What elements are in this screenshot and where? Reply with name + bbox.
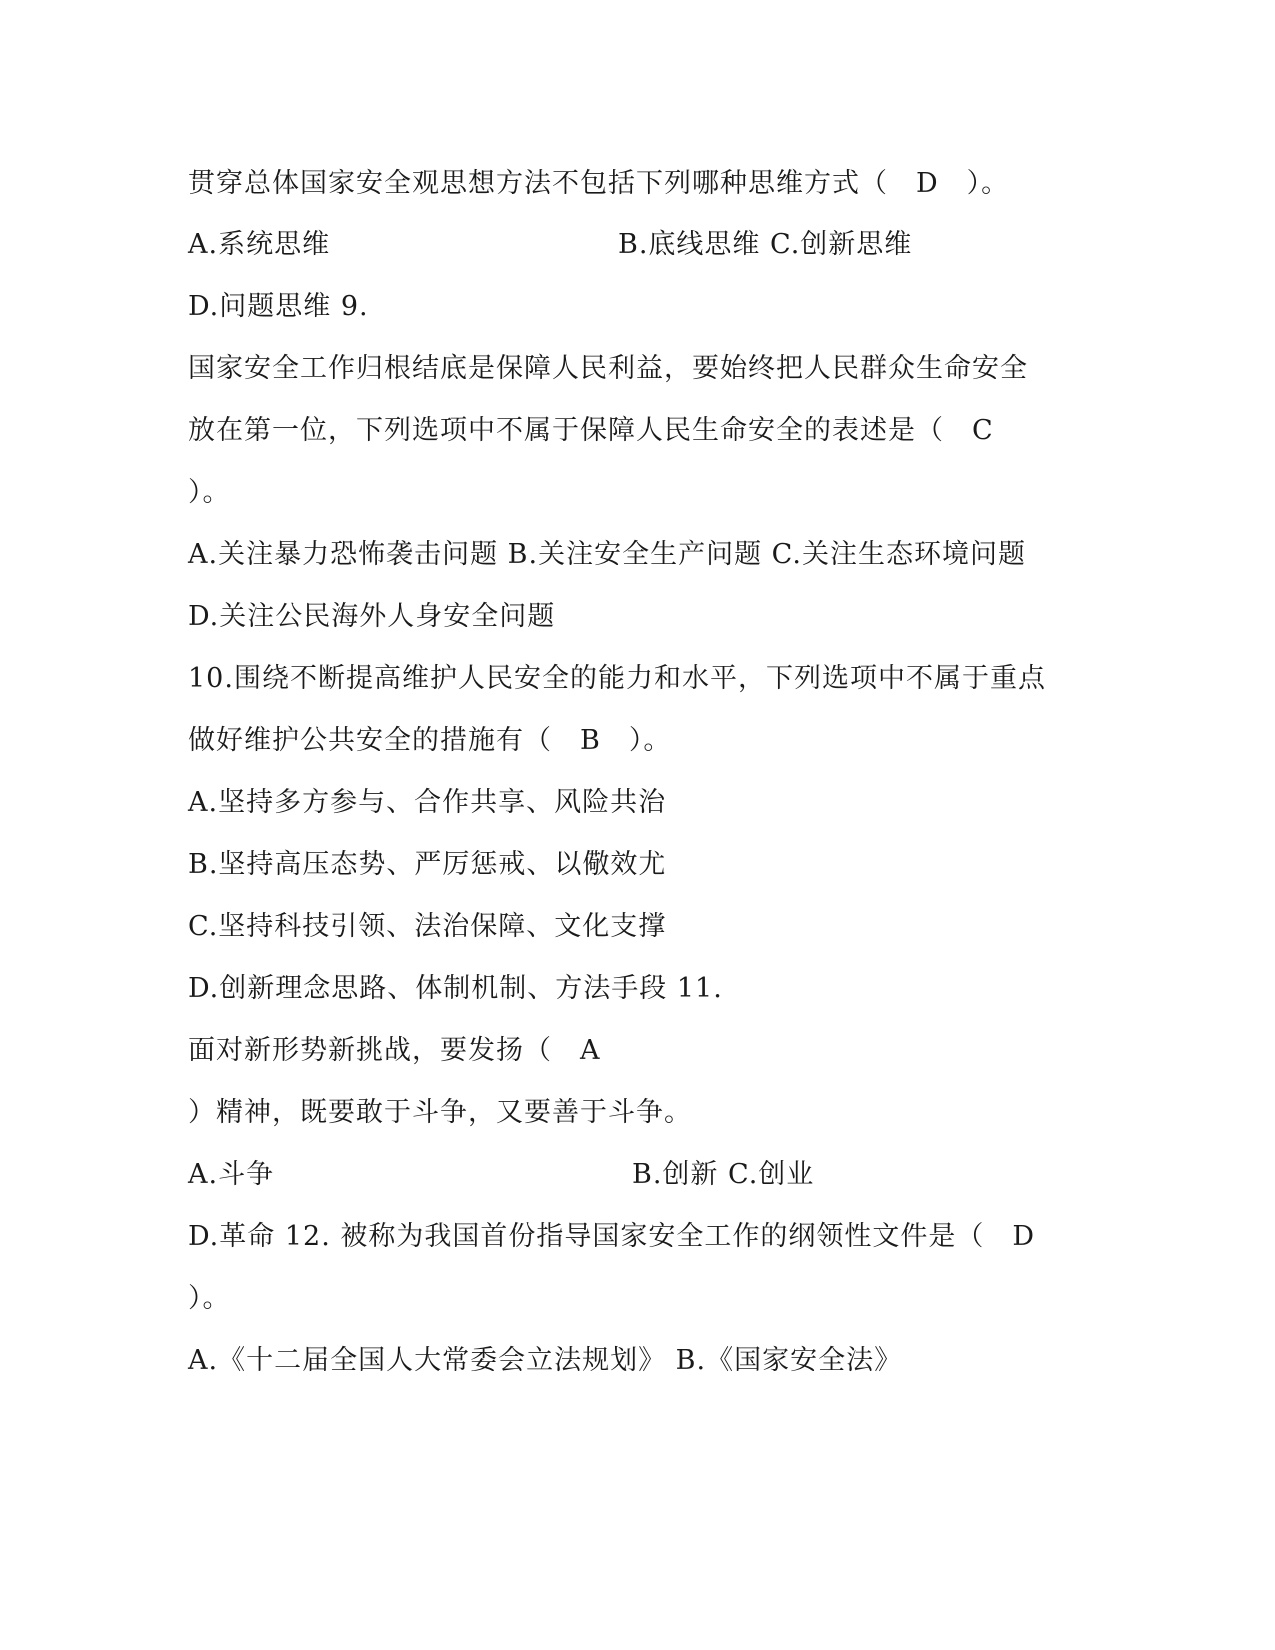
question-11-options-b-c: B.创新 C.创业 xyxy=(632,1159,815,1190)
question-10-option-b: B.坚持高压态势、严厉惩戒、以儆效尤 xyxy=(188,849,667,880)
question-12-stem-line-1: D.革命 12. 被称为我国首份指导国家安全工作的纲领性文件是（ D xyxy=(188,1221,1036,1252)
question-11-stem-line-1: 面对新形势新挑战，要发扬（ A xyxy=(188,1035,601,1066)
question-10-option-d: D.创新理念思路、体制机制、方法手段 11. xyxy=(188,973,723,1004)
question-10-stem-line-2: 做好维护公共安全的措施有（ B ）。 xyxy=(188,725,672,756)
question-9-options-a-c: A.关注暴力恐怖袭击问题 B.关注安全生产问题 C.关注生态环境问题 xyxy=(188,539,1026,570)
question-8-options-b-c: B.底线思维 C.创新思维 xyxy=(618,229,913,260)
question-9-stem-line-1: 国家安全工作归根结底是保障人民利益，要始终把人民群众生命安全 xyxy=(188,353,1028,384)
question-10-option-a: A.坚持多方参与、合作共享、风险共治 xyxy=(188,787,667,818)
question-11-option-a: A.斗争 xyxy=(188,1159,275,1190)
question-8-stem: 贯穿总体国家安全观思想方法不包括下列哪种思维方式（ D ）。 xyxy=(188,168,1010,199)
question-9-stem-line-2: 放在第一位，下列选项中不属于保障人民生命安全的表述是（ C xyxy=(188,415,994,446)
question-11-stem-line-2: ）精神，既要敢于斗争，又要善于斗争。 xyxy=(188,1097,692,1128)
question-9-option-d: D.关注公民海外人身安全问题 xyxy=(188,601,556,632)
question-12-stem-line-2: ）。 xyxy=(188,1283,231,1314)
question-10-option-c: C.坚持科技引领、法治保障、文化支撑 xyxy=(188,911,667,942)
question-9-stem-line-3: ）。 xyxy=(188,477,231,508)
question-12-options-a-b: A.《十二届全国人大常委会立法规划》 B.《国家安全法》 xyxy=(188,1345,903,1376)
question-8-option-a: A.系统思维 xyxy=(188,229,331,260)
question-8-option-d: D.问题思维 9. xyxy=(188,291,369,322)
question-10-stem-line-1: 10.围绕不断提高维护人民安全的能力和水平，下列选项中不属于重点 xyxy=(188,663,1046,694)
